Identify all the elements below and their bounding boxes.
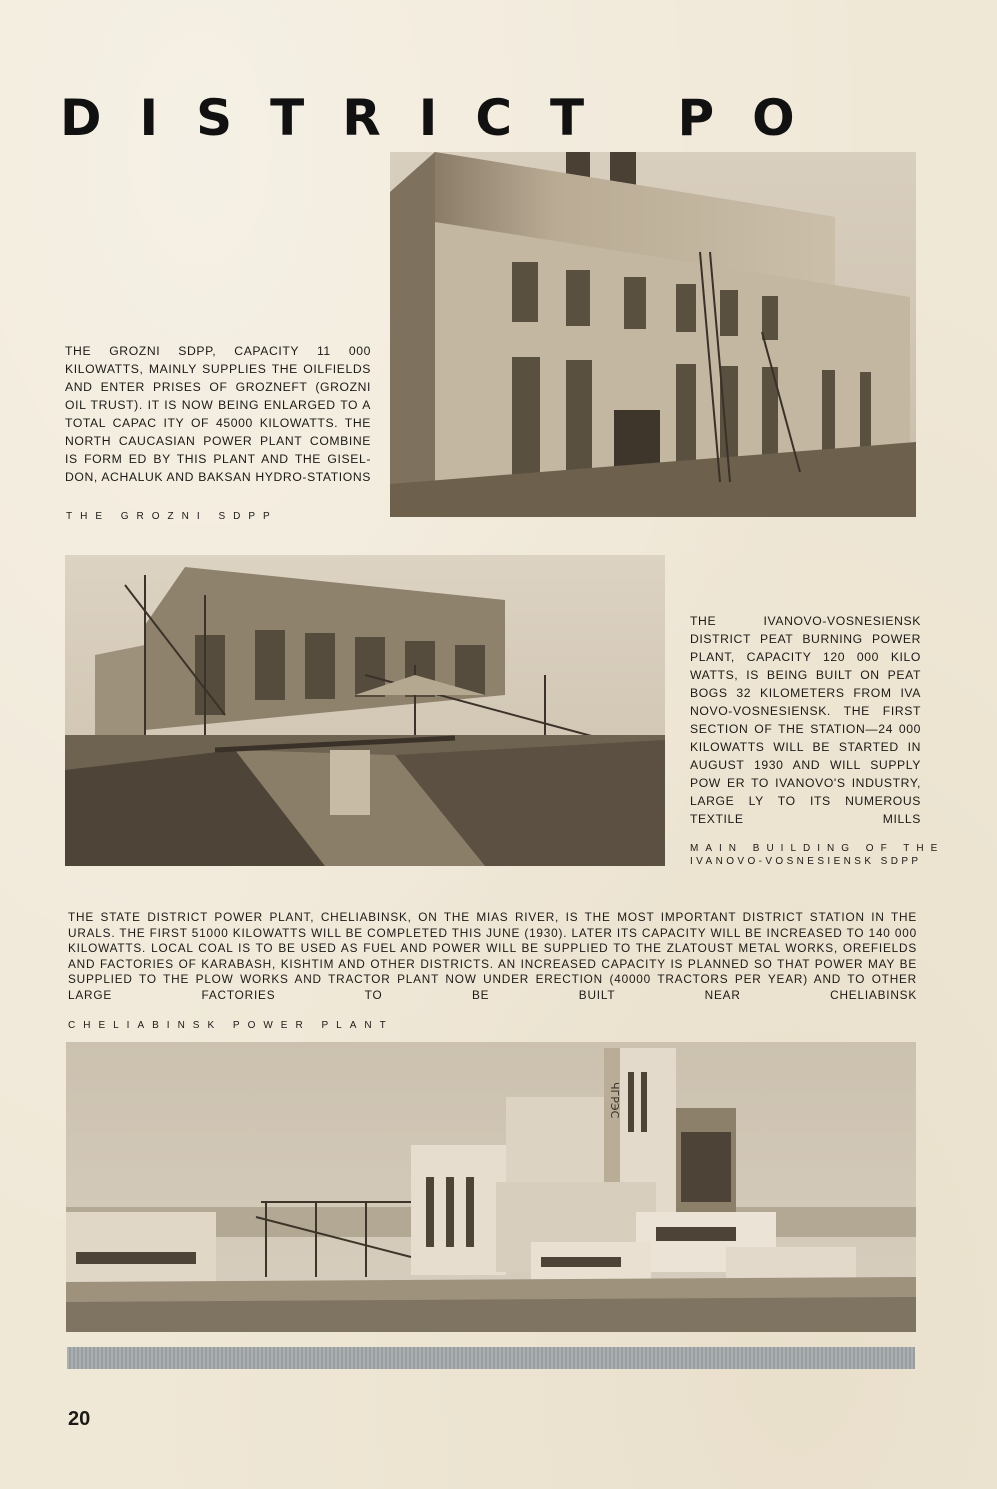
- ivanovo-sdpp-photo: [65, 555, 665, 866]
- page-title: DISTRICT PO: [60, 89, 833, 147]
- cheliabinsk-power-plant-photo: [66, 1042, 916, 1332]
- ivanovo-construction-illustration: [65, 555, 665, 866]
- cheliabinsk-plant-illustration: [66, 1042, 916, 1332]
- ivanovo-photo-label-line1: MAIN BUILDING OF THE: [690, 843, 945, 854]
- grozni-caption: THE GROZNI SDPP, CAPACITY 11 000 KILOWATTS, MAINLY SUPPLIES THE OILFIELDS AND ENTER PRISES OF GROZNEFT (GROZNI OIL TRUST). IT IS NOW BEING ENLARGED TO A TOTAL CAPAC ITY OF 45000 KILOWATTS. THE NORTH CAUCASIAN POWER PLANT COMBINE IS FORM ED BY THIS PLANT AND THE GISEL-DON, ACHALUK AND BAKSAN HYDRO-STATIONS: [65, 344, 371, 484]
- grozni-photo-label: THE GROZNI SDPP: [66, 511, 278, 522]
- cheliabinsk-photo-label: CHELIABINSK POWER PLANT: [68, 1020, 394, 1031]
- grozni-building-illustration: [390, 152, 916, 517]
- ivanovo-caption: THE IVANOVO-VOSNESIENSK DISTRICT PEAT BURNING POWER PLANT, CAPACITY 120 000 KILO WATTS, IS BEING BUILT ON PEAT BOGS 32 KILOMETERS FROM IVA NOVO-VOSNESIENSK. THE FIRST SECTION OF THE STATION—24 000 KILOWATTS WILL BE STARTED IN AUGUST 1930 AND WILL SUPPLY POW ER TO IVANOVO'S INDUSTRY, LARGE LY TO ITS NUMEROUS TEXTILE MILLS: [690, 614, 921, 826]
- cheliabinsk-tower-sign: ЧГРЭС: [608, 1082, 621, 1119]
- cheliabinsk-caption: THE STATE DISTRICT POWER PLANT, CHELIABINSK, ON THE MIAS RIVER, IS THE MOST IMPORTANT DISTRICT STATION IN THE URALS. THE FIRST 51000 KILOWATTS WILL BE COMPLETED THIS JUNE (1930). LATER ITS CAPACITY WILL BE INCREASED TO 140 000 KILOWATTS. LOCAL COAL IS TO BE USED AS FUEL AND POWER WILL BE SUPPLIED TO THE ZLATOUST METAL WORKS, OREFIELDS AND FACTORIES OF KARABASH, KISHTIM AND OTHER DISTRICTS. AN INCREASED CAPACITY IS PLANNED SO THAT POWER MAY BE SUPPLIED TO THE PLOW WORKS AND TRACTOR PLANT NOW UNDER ERECTION (40000 TRACTORS PER YEAR) AND TO OTHER LARGE FACTORIES TO BE BUILT NEAR CHELIABINSK: [68, 910, 917, 1002]
- page-number: 20: [68, 1408, 91, 1430]
- decorative-band: [67, 1347, 915, 1369]
- grozni-sdpp-photo: [390, 152, 916, 517]
- ivanovo-photo-label-line2: IVANOVO-VOSNESIENSK SDPP: [690, 856, 922, 867]
